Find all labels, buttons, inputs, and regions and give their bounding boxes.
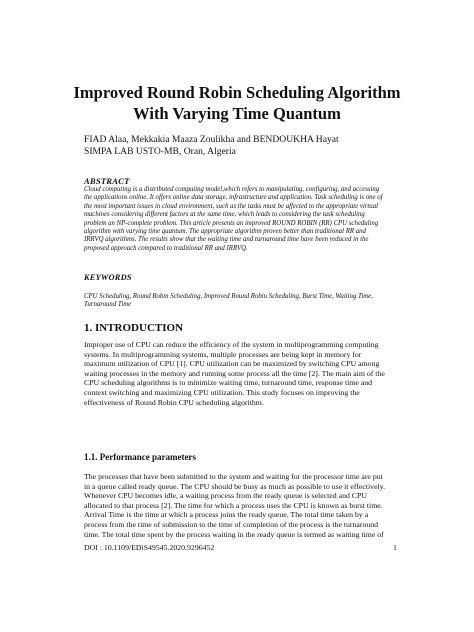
abstract-heading: ABSTRACT	[84, 176, 130, 186]
intro-line: context switching and maximizing CPU utilization. This study focuses on improving the	[84, 387, 360, 397]
footer-doi: DOI : 10.1109/EDiS49545.2020.9296452	[84, 543, 215, 552]
abstract-line: the applications online. It offers online data storage, infrastructure and application. Task scheduling is one of	[84, 194, 383, 202]
abstract-line: algorithm with varying time quantum. The appropriate algorithm proven better than traditional RR and	[84, 228, 366, 236]
perf-line: in a queue called ready queue. The CPU should be busy as much as possible to use it effectively.	[84, 481, 386, 491]
keywords-line: Turnaround Time	[84, 301, 132, 309]
intro-line: systems. In multiprogramming systems, multiple processes are being kept in memory for	[84, 349, 362, 359]
abstract-line: the most important issues in cloud environment, such as the tasks must be affected to the appropriate virtual	[84, 202, 378, 210]
perf-line: time. The total time spent by the process waiting in the ready queue is termed as waiting time of	[84, 529, 384, 539]
intro-line: CPU scheduling algorithms is to minimize waiting time, turnaround time, response time and	[84, 378, 373, 388]
title-line-1: Improved Round Robin Scheduling Algorithm	[73, 83, 401, 102]
perf-line: allocated to that process [2]. The time for which a process uses the CPU is known as burst time.	[84, 500, 383, 510]
title-line-2: With Varying Time Quantum	[133, 104, 341, 123]
author-affiliation: SIMPA LAB USTO-MB, Oran, Algeria	[84, 145, 236, 157]
keywords-body	[84, 293, 373, 310]
section-heading-introduction: 1. INTRODUCTION	[84, 322, 184, 334]
author-names: FIAD Alaa, Mekkakia Maaza Zoulikha and BENDOUKHA Hayat	[84, 134, 339, 145]
abstract-line: problem an NP-complete problem. This article presents an improved ROUND ROBIN (RR) CPU scheduling	[84, 219, 379, 227]
keywords-line: CPU Scheduling, Round Robin Scheduling, Improved Round Robin Scheduling, Burst Time, Waiting Time,	[84, 293, 373, 300]
intro-line: Improper use of CPU can reduce the efficiency of the system in multiprogramming computing	[84, 340, 379, 349]
abstract-line: Cloud computing is a distributed computing model,which refers to manipulating, configuring, and accessing	[84, 186, 380, 193]
abstract-line: IRRVQ algorithms. The results show that the waiting time and turnaround time have been reduced in the	[84, 236, 369, 244]
perf-line: Arrival Time is the time at which a process joins the ready queue. The total time taken by a	[84, 510, 369, 520]
paper-title	[40, 82, 434, 124]
performance-body	[84, 472, 400, 539]
page-number: 1	[393, 543, 397, 552]
intro-line: effectiveness of Round Robin CPU scheduling algorithm.	[84, 397, 264, 407]
perf-line: Whenever CPU becomes idle, a waiting process from the ready queue is selected and CPU	[84, 491, 367, 501]
abstract-line: proposed approach compared to traditional RR and IRRVQ.	[84, 244, 248, 252]
abstract-line: machines considering different factors at the same time, which leads to considering the task scheduling	[84, 211, 365, 219]
author-block	[84, 134, 339, 157]
keywords-heading: KEYWORDS	[84, 273, 132, 282]
subsection-heading-performance: 1.1. Performance parameters	[84, 452, 196, 462]
perf-line: The processes that have been submitted to the system and waiting for the processor time are put	[84, 472, 383, 481]
intro-line: waiting processes in the memory and running some process all the time [2]. The main aim of the	[84, 368, 385, 378]
perf-line: process from the time of submission to the time of completion of the process is the turnaround	[84, 519, 379, 529]
abstract-body	[84, 186, 406, 253]
intro-line: maximum utilization of CPU [1]. CPU utilization can be maximized by switching CPU among	[84, 359, 380, 369]
introduction-body	[84, 340, 400, 407]
